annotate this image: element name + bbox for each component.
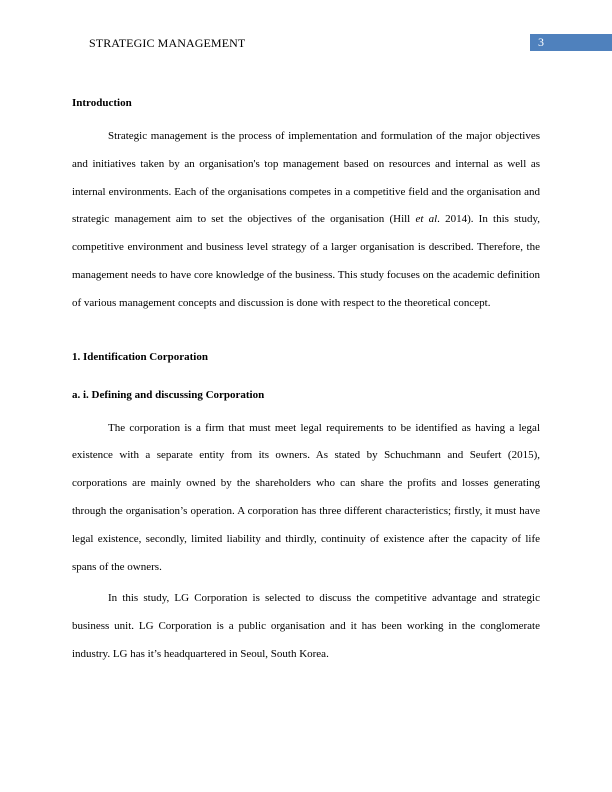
corporation-paragraph: The corporation is a firm that must meet legal requirements to be identified as having a legal existence with a separate entity from its owners. As stated by Schuchmann and Seufert (2015), corporations are mainly owned by the shareholders who can share the profits and losses generating through the organisation’s operation. A corporation has three different characteristics; firstly, it must have legal existence, secondly, limited liability and thirdly, continuity of existence after the capacity of life spans of the owners. <box>72 421 540 573</box>
page-number-badge <box>530 34 612 51</box>
section-1a-subheading: a. i. Defining and discussing Corporation <box>72 388 265 401</box>
intro-paragraph <box>72 123 540 318</box>
intro-text-part-2: . 2014). In this study, competitive environment and business level strategy of a larger organisation is described. Therefore, the management needs to have core knowledge of the business. This study focuses on the academic definition of various management concepts and discussion is done with respect to the theoretical concept. <box>72 213 540 309</box>
section-1-heading: 1. Identification Corporation <box>72 350 208 363</box>
intro-text-italic: et al <box>415 213 438 226</box>
running-head: STRATEGIC MANAGEMENT <box>89 36 246 50</box>
intro-heading: Introduction <box>72 97 132 109</box>
lg-corporation-paragraph: In this study, LG Corporation is selected to discuss the competitive advantage and strategic business unit. LG Corporation is a public organisation and it has been working in the conglomerate industry. LG has it’s headquartered in Seoul, South Korea. <box>72 592 540 660</box>
document-body <box>72 96 540 669</box>
intro-text-part-1: Strategic management is the process of implementation and formulation of the major objectives and initiatives taken by an organisation's top management based on resources and internal as well as internal environments. Each of the organisations competes in a competitive field and the organisation and strategic management aim to set the objectives of the organisation (Hill <box>72 130 540 226</box>
page-number: 3 <box>538 35 544 49</box>
